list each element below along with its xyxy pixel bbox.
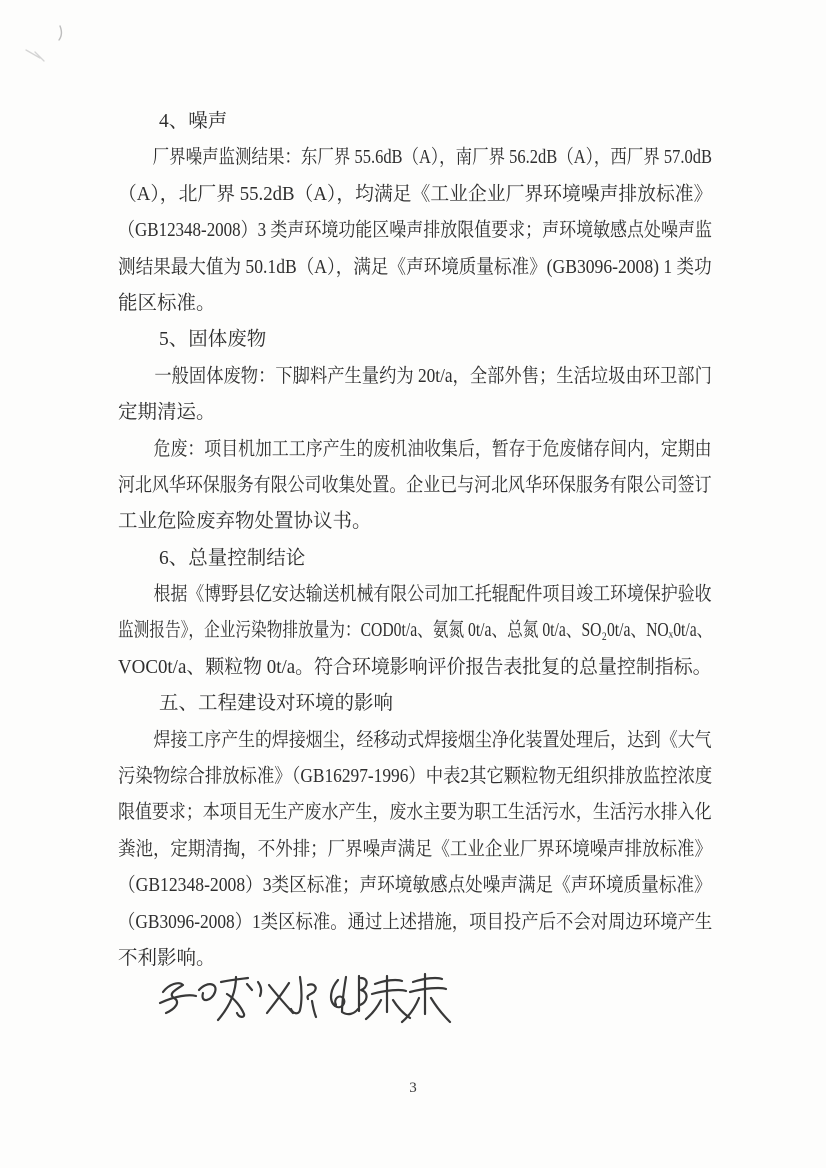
text-line: 定期清运。 (118, 402, 216, 424)
text-line: 河北风华环保服务有限公司收集处置。企业已与河北风华环保服务有限公司签订 (118, 474, 712, 496)
text-line: 一般固体废物：下脚料产生量约为 20t/a，全部外售；生活垃圾由环卫部门 (154, 365, 712, 387)
text-line: （A），北厂界 55.2dB（A），均满足《工业企业厂界环境噪声排放标准》 (118, 183, 713, 205)
text-line: 根据《博野县亿安达输送机械有限公司加工托辊配件项目竣工环境保护验收 (153, 584, 712, 606)
text-line: VOC0t/a、颗粒物 0t/a。符合环境影响评价报告表批复的总量控制指标。 (118, 656, 712, 678)
text-line: 焊接工序产生的焊接烟尘，经移动式焊接烟尘净化装置处理后，达到《大气 (153, 729, 712, 751)
text-line: （GB3096-2008）1类区标准。通过上述措施，项目投产后不会对周边环境产生 (118, 911, 713, 933)
section-heading: 五、工程建设对环境的影响 (159, 693, 394, 715)
text-line: 工业危险废弃物处置协议书。 (118, 511, 372, 533)
page-number: 3 (409, 1080, 417, 1096)
scan-artifact-marks (14, 14, 94, 74)
text-line: （GB12348-2008）3类区标准；声环境敏感点处噪声满足《声环境质量标准》 (118, 875, 712, 897)
text-line: 粪池，定期清掏，不外排；厂界噪声满足《工业企业厂界环境噪声排放标准》 (118, 838, 713, 860)
text-line: （GB12348-2008）3 类声环境功能区噪声排放限值要求；声环境敏感点处噪声监 (118, 220, 712, 242)
text-line: 不利影响。 (118, 947, 216, 969)
text-line: 污染物综合排放标准》（GB16297-1996）中表2其它颗粒物无组织排放监控浓度 (118, 766, 713, 788)
section-heading: 6、总量控制结论 (159, 547, 306, 569)
text-line: 限值要求；本项目无生产废水产生，废水主要为职工生活污水，生活污水排入化 (118, 802, 712, 824)
text-line: 监测报告》，企业污染物排放量为：COD0t/a、氨氮 0t/a、总氮 0t/a、SO₂0t/a、NOₓ0t/a、 (118, 620, 713, 642)
text-line: 厂界噪声监测结果：东厂界 55.6dB（A），南厂界 56.2dB（A），西厂界 57.0dB (152, 147, 712, 169)
section-heading: 5、固体废物 (159, 329, 267, 351)
handwritten-signatures (155, 968, 455, 1034)
text-line: 测结果最大值为 50.1dB（A），满足《声环境质量标准》(GB3096-2008) 1 类功 (118, 256, 712, 278)
document-lines (118, 104, 712, 977)
section-heading: 4、噪声 (159, 111, 228, 132)
text-line: 能区标准。 (118, 292, 216, 314)
text-line: 危废：项目机加工工序产生的废机油收集后，暂存于危废储存间内，定期由 (153, 438, 712, 460)
